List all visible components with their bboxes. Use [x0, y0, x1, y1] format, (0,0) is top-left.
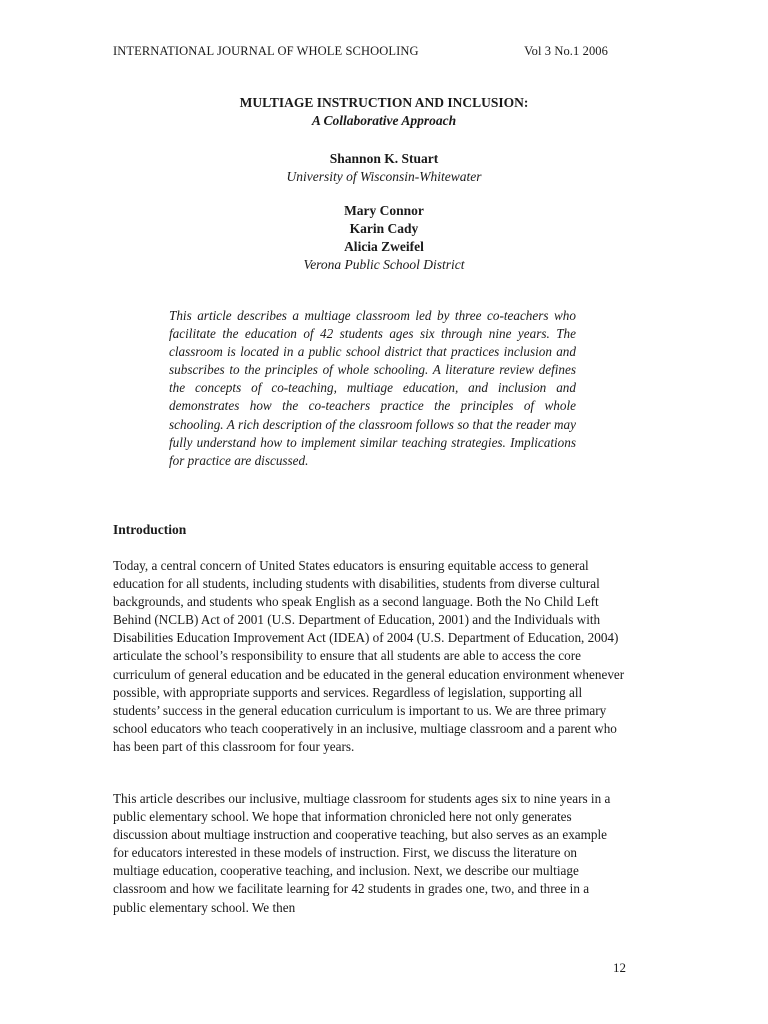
article-subtitle: A Collaborative Approach: [311, 113, 457, 128]
body-paragraph: Today, a central concern of United States educators is ensuring equitable access to general education for all students, including students with disabilities, students from diverse cultural backgrounds, and students who speak English as a second language. Both the No Child Left Behind (NCLB) Act of 2001 (U.S. Department of Education, 2001) and the Individuals with Disabilities Education Improvement Act (IDEA) of 2004 (U.S. Department of Education, 2004) articulate the school’s responsibility to ensure that all students are able to access the core curriculum of general education and be educated in the general education environment whenever possible, with appropriate supports and services. Regardless of legislation, supporting all students’ success in the general education curriculum is important to us. We are three primary school educators who teach cooperatively in an inclusive, multiage classroom and a parent who has been part of this classroom for four years.: [113, 558, 625, 754]
author-name: Mary Connor: [344, 203, 424, 218]
author-affiliation: University of Wisconsin-Whitewater: [286, 169, 482, 184]
author-name: Karin Cady: [349, 221, 419, 236]
author-affiliation: Verona Public School District: [303, 257, 465, 272]
issue-info: Vol 3 No.1 2006: [524, 44, 608, 58]
section-heading-introduction: Introduction: [113, 522, 187, 537]
body-paragraph: This article describes our inclusive, multiage classroom for students ages six to nine years in a public elementary school. We hope that information chronicled here not only generates discussion about multiage instruction and cooperative teaching, but also serves as an example for educators interested in these models of instruction. First, we discuss the literature on multiage education, cooperative teaching, and inclusion. Next, we describe our multiage classroom and how we facilitate learning for 42 students in grades one, two, and three in a public elementary school. We then: [113, 791, 611, 915]
page-number: 12: [613, 960, 626, 975]
author-name: Shannon K. Stuart: [329, 151, 439, 166]
journal-name: INTERNATIONAL JOURNAL OF WHOLE SCHOOLING: [113, 44, 419, 58]
author-name: Alicia Zweifel: [344, 239, 424, 254]
title-block: [0, 94, 768, 274]
abstract: This article describes a multiage classroom led by three co-teachers who facilitate the education of 42 students ages six through nine years. The classroom is located in a public school district that practices inclusion and subscribes to the principles of whole schooling. A literature review defines the concepts of co-teaching, multiage education, and inclusion and demonstrates how the co-teachers practice the principles of whole schooling. A rich description of the classroom follows so that the reader may fully understand how to implement similar teaching strategies. Implications for practice are discussed.: [169, 308, 576, 468]
article-title: MULTIAGE INSTRUCTION AND INCLUSION:: [239, 95, 529, 110]
